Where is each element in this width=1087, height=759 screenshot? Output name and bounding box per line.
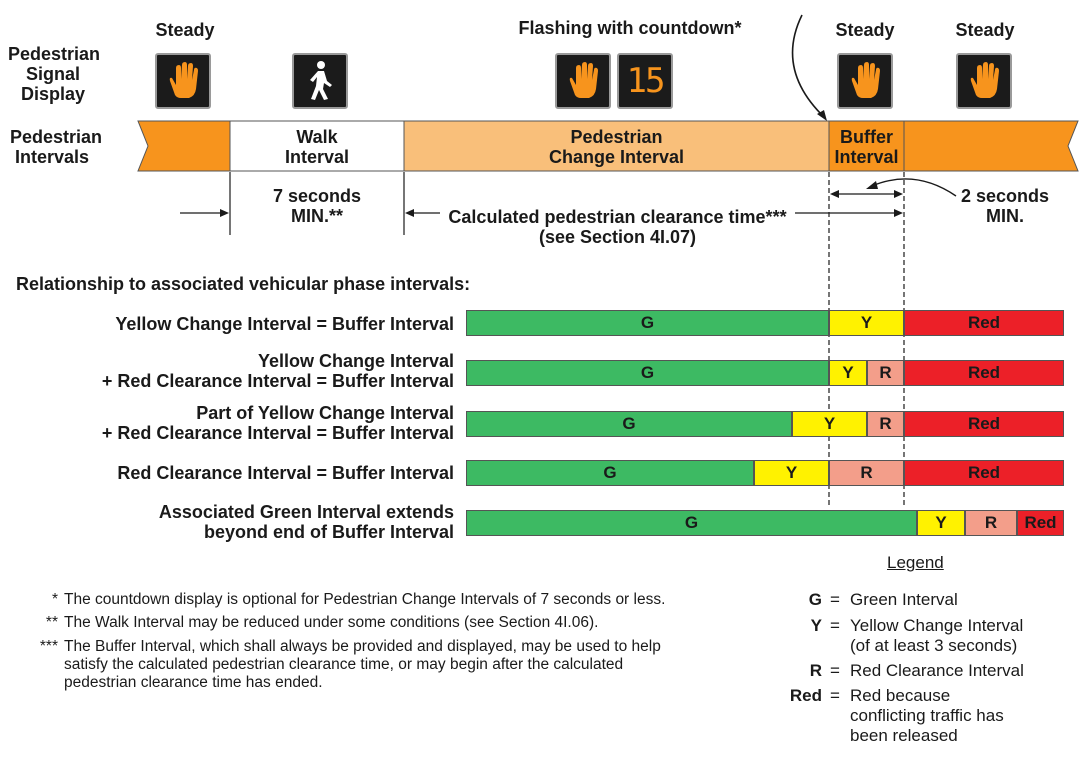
footnote-text: The Walk Interval may be reduced under some conditions (see Section 4I.06). [64,614,599,631]
flashing-hand-icon [555,53,611,109]
footnote-text: The Buffer Interval, which shall always be provided and displayed, may be used to help satisfy the calculated pedestrian clearance time, or may begin after the calculated pedestrian clearance time has ended. [64,638,661,691]
segment-r: R [965,510,1017,536]
legend-key: R [809,661,822,680]
clearance-time-label: Calculated pedestrian clearance time*** [448,207,787,227]
legend-desc: Green Interval [850,590,958,609]
segment-red: Red [904,360,1064,386]
segment-g: G [466,460,754,486]
row-label: Associated Green Interval extends beyond end of Buffer Interval [158,502,454,542]
segment-red: Red [904,460,1064,486]
footnote-mark: ** [45,614,58,631]
legend-key: G [808,590,822,609]
clearance-section-ref: (see Section 4I.07) [538,227,697,247]
footnote-mark: *** [39,638,58,655]
segment-red: Red [904,411,1064,437]
row-label: Red Clearance Interval = Buffer Interval [117,463,454,483]
countdown-digits: 15 [626,61,664,101]
legend-desc: Red because conflicting traffic has been released [850,686,1004,745]
legend-equals: = [830,686,840,705]
segment-g: G [466,411,792,437]
pedestrian-intervals-label: Pedestrian Intervals [10,127,103,167]
walking-person-icon [292,53,348,109]
segment-g: G [466,310,829,336]
row-label: Part of Yellow Change Interval + Red Clearance Interval = Buffer Interval [101,403,454,443]
segment-red: Red [1017,510,1064,536]
segment-y: Y [792,411,867,437]
legend-title: Legend [887,553,944,572]
buffer-pointer-arrow [780,10,840,125]
legend-desc: Yellow Change Interval (of at least 3 seconds) [850,616,1024,655]
walk-interval-label: Walk Interval [284,127,350,167]
legend-key: Y [810,616,822,635]
row-label: Yellow Change Interval + Red Clearance Interval = Buffer Interval [101,351,454,391]
header-flashing-countdown: Flashing with countdown* [518,18,742,38]
steady-hand-icon [155,53,211,109]
footnote-mark: * [51,591,58,608]
segment-y: Y [829,310,904,336]
segment-r: R [829,460,904,486]
row-label: Yellow Change Interval = Buffer Interval [115,314,454,334]
countdown-15-icon [617,53,673,109]
legend-equals: = [830,590,840,609]
buffer-interval-label: Buffer Interval [834,127,899,167]
header-steady-1: Steady [155,20,215,40]
header-steady-2: Steady [835,20,895,40]
segment-r: R [867,411,904,437]
segment-y: Y [829,360,867,386]
legend-equals: = [830,661,840,680]
legend-equals: = [830,616,840,635]
walk-min-label: 7 seconds MIN.** [272,186,362,226]
segment-r: R [867,360,904,386]
segment-red: Red [904,310,1064,336]
segment-g: G [466,510,917,536]
header-steady-3: Steady [955,20,1015,40]
steady-hand-icon [837,53,893,109]
segment-y: Y [917,510,965,536]
pedestrian-signal-display-label: Pedestrian Signal Display [8,44,101,104]
relationship-title: Relationship to associated vehicular phase intervals: [16,274,471,294]
segment-y: Y [754,460,829,486]
footnote-text: The countdown display is optional for Pedestrian Change Intervals of 7 seconds or less. [64,591,666,608]
buffer-min-label: 2 seconds MIN. [960,186,1050,226]
pedestrian-change-interval-label: Pedestrian Change Interval [548,127,685,167]
legend-desc: Red Clearance Interval [850,661,1024,680]
segment-g: G [466,360,829,386]
legend-key: Red [789,686,822,705]
steady-hand-icon [956,53,1012,109]
